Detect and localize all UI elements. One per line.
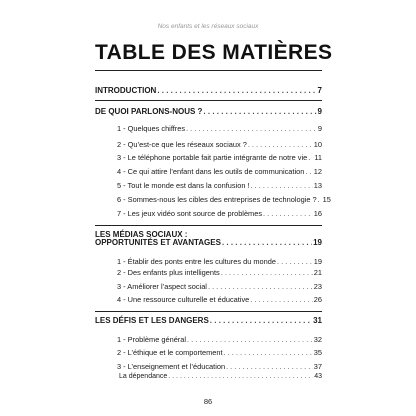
page-title: TABLE DES MATIÈRES [95,41,333,64]
toc-page-number: 43 [314,373,322,380]
toc-item [117,195,331,205]
leader-dots [203,107,316,117]
toc-item [117,167,322,177]
section-rule [95,100,322,101]
toc-item [117,295,322,305]
toc-item-label: 2 - Des enfants plus intelligents [117,268,220,277]
toc-page-number: 9 [317,124,322,133]
toc-section-label: DE QUOI PARLONS-NOUS ? [95,107,203,116]
toc-page-number: 19 [313,238,322,247]
toc-page-number: 26 [313,295,322,304]
leader-dots [224,348,313,358]
toc-item [117,362,322,372]
toc-page-number: 13 [313,181,322,190]
leader-dots [168,372,313,382]
leader-dots [305,167,312,177]
leader-dots [222,238,312,248]
toc-item [117,181,322,191]
leader-dots [187,335,313,345]
toc-section-parlons [95,107,322,117]
leader-dots [318,195,322,205]
toc-item [117,257,322,267]
leader-dots [210,316,312,326]
toc-section-medias [95,238,322,248]
leader-dots [208,282,313,292]
toc-page-number: 12 [313,167,322,176]
toc-page-number: 15 [322,195,331,204]
toc-item-label: 2 - Qu’est-ce que les réseaux sociaux ? [117,140,247,149]
toc-item-label: 1 - Quelques chiffres [117,124,186,133]
toc-page-number: 21 [313,268,322,277]
toc-item [117,282,322,292]
toc-page-number: 11 [314,153,322,162]
toc-item [117,348,322,358]
toc-section-label: OPPORTUNITÉS ET AVANTAGES [95,238,221,247]
toc-item-label: 4 - Ce qui attire l’enfant dans les outils de communication [117,167,305,176]
toc-section-introduction [95,86,322,96]
toc-item [117,335,322,345]
leader-dots [226,362,313,372]
toc-section-defis [95,316,322,326]
page-number: 86 [203,397,213,406]
toc-item [117,153,322,163]
toc-page-number: 9 [317,107,322,116]
toc-page-number: 16 [313,209,322,218]
toc-item-label: 1 - Problème général [117,335,187,344]
leader-dots [248,140,313,150]
leader-dots [186,124,317,134]
running-head: Nos enfants et les réseaux sociaux [157,23,259,30]
toc-item [117,140,322,150]
toc-item [117,268,322,278]
toc-item-label: 1 - Établir des ponts entre les cultures du monde [117,257,276,266]
toc-page-number: 23 [313,282,322,291]
title-rule [95,70,322,71]
toc-item-label: 4 - Une ressource culturelle et éducative [117,295,250,304]
toc-item-label: 3 - Améliorer l’aspect social [117,282,207,291]
leader-dots [277,257,313,267]
section-rule [95,225,322,226]
toc-subitem-label: La dépendance [119,373,168,380]
toc-item [117,124,322,134]
leader-dots [251,181,313,191]
leader-dots [250,295,312,305]
toc-section-label: INTRODUCTION [95,86,157,95]
toc-subitem [119,372,322,382]
toc-section-label: LES DÉFIS ET LES DANGERS [95,316,209,325]
toc-page-number: 19 [313,257,322,266]
toc-page-number: 35 [313,348,322,357]
leader-dots [263,209,313,219]
section-rule [95,311,322,312]
toc-section-medias-line1: LES MÉDIAS SOCIAUX : [95,230,188,239]
toc-page-number: 10 [313,140,322,149]
toc-item-label: 6 - Sommes-nous les cibles des entreprises de technologie ? [117,195,317,204]
toc-page-number: 37 [313,362,322,371]
toc-item-label: 5 - Tout le monde est dans la confusion ! [117,181,250,190]
toc-page-number: 7 [317,86,322,95]
leader-dots [308,153,313,163]
toc-item-label: 3 - L’enseignement et l’éducation [117,362,226,371]
leader-dots [157,86,316,96]
leader-dots [221,268,313,278]
toc-page-number: 32 [313,335,322,344]
toc-item-label: 2 - L’éthique et le comportement [117,348,223,357]
toc-item-label: 3 - Le téléphone portable fait partie intégrante de notre vie [117,153,308,162]
toc-item [117,209,322,219]
toc-item-label: 7 - Les jeux vidéo sont source de problèmes [117,209,263,218]
toc-page-number: 31 [313,316,322,325]
